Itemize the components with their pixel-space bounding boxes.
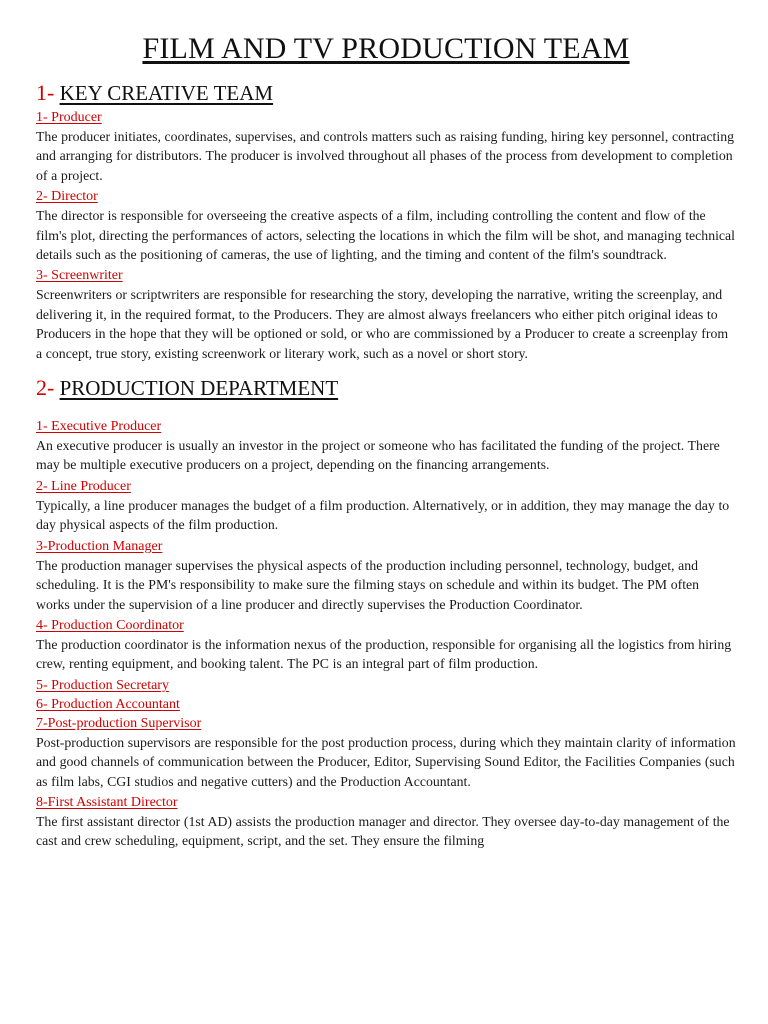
page-title: FILM AND TV PRODUCTION TEAM <box>142 32 630 65</box>
role-title: 1- Executive Producer <box>36 419 162 435</box>
role-description: The production manager supervises the physical aspects of the production including personnel, technology, budget, and scheduling. It is the PM's responsibility to make sure the filming stays on schedule and within its budget. The PM often works under the supervision of a line producer and directly supervises the Production Coordinator. <box>36 557 700 612</box>
section-production-department <box>36 375 736 851</box>
role-description: The director is responsible for overseeing the creative aspects of a film, including controlling the content and flow of the film's plot, directing the performances of actors, selecting the locations in which the film will be shot, and managing technical details such as the positioning of cameras, the use of lighting, and the timing and content of the film's soundtrack. <box>36 208 735 263</box>
role-director <box>36 187 736 264</box>
role-title: 7-Post-production Supervisor <box>36 715 202 731</box>
role-title: 5- Production Secretary <box>36 677 169 693</box>
role-title: 4- Production Coordinator <box>36 617 184 633</box>
role-screenwriter <box>36 266 736 363</box>
section-number: 2- <box>36 375 55 401</box>
role-production-manager <box>36 537 736 614</box>
role-production-coordinator <box>36 616 736 674</box>
role-executive-producer <box>36 417 736 475</box>
role-title: 2- Line Producer <box>36 478 131 494</box>
role-title: 3- Screenwriter <box>36 268 123 284</box>
role-description: The production coordinator is the information nexus of the production, responsible for organising all the logistics from hiring crew, renting equipment, and booking talent. The PC is an integral part of film production. <box>36 636 732 672</box>
role-description: Post-production supervisors are responsible for the post production process, during which they maintain clarity of information and good channels of communication between the Producer, Editor, Supervising Sound Editor, the Facilities Companies (such as film labs, CGI studios and negative cutters) and the Production Accountant. <box>36 734 736 789</box>
role-description: Typically, a line producer manages the budget of a film production. Alternatively, or in addition, they may manage the day to day physical aspects of the film production. <box>36 497 730 533</box>
section-key-creative-team <box>36 80 736 363</box>
role-title: 3-Production Manager <box>36 538 163 554</box>
role-title: 8-First Assistant Director <box>36 794 178 810</box>
role-production-secretary <box>36 676 736 695</box>
section-heading <box>36 375 736 401</box>
role-description: The producer initiates, coordinates, supervises, and controls matters such as raising funding, hiring key personnel, contracting and arranging for distributors. The producer is involved throughout all phases of the process from development to completion of a project. <box>36 129 735 183</box>
role-post-production-supervisor <box>36 714 736 791</box>
role-line-producer <box>36 477 736 535</box>
role-description: The first assistant director (1st AD) assists the production manager and director. They oversee day-to-day management of the cast and crew scheduling, equipment, script, and the set. They ensure the filming <box>36 813 730 849</box>
role-production-accountant <box>36 695 736 714</box>
role-title: 6- Production Accountant <box>36 696 180 712</box>
role-first-assistant-director <box>36 793 736 851</box>
role-producer <box>36 108 736 185</box>
section-name: PRODUCTION DEPARTMENT <box>59 376 339 401</box>
role-description: Screenwriters or scriptwriters are responsible for researching the story, developing the narrative, writing the screenplay, and delivering it, in the required format, to the Producers. They are almost always freelancers who either pitch original ideas to Producers in the hope that they will be optioned or sold, or who are commissioned by a Producer to create a screenplay from a concept, true story, existing screenwork or literary work, such as a novel or short story. <box>36 287 729 361</box>
role-description: An executive producer is usually an investor in the project or someone who has facilitated the funding of the project. There may be multiple executive producers on a project, depending on the financing arrangements. <box>36 438 720 473</box>
section-heading <box>36 80 736 106</box>
document-page <box>36 32 736 853</box>
section-name: KEY CREATIVE TEAM <box>59 81 274 105</box>
role-title: 2- Director <box>36 189 98 205</box>
role-title: 1- Producer <box>36 110 102 125</box>
section-number: 1- <box>36 80 55 105</box>
